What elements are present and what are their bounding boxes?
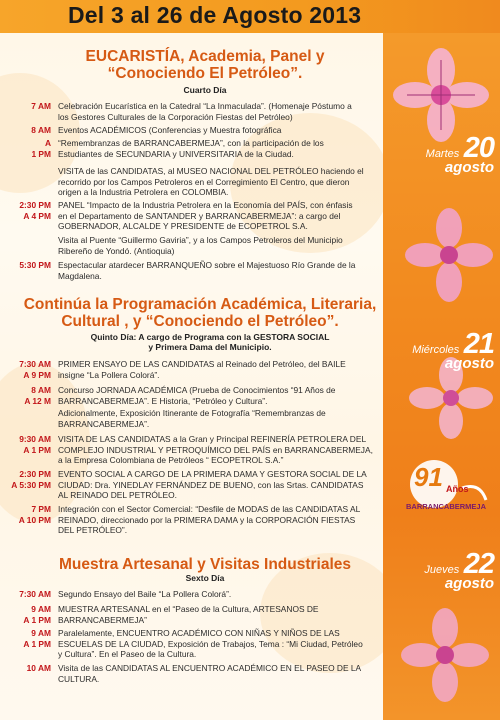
row-text: PANEL “Impacto de la Industria Petrolera en la Economía del PAÍS, con énfasis en el Departamento de SANTANDER y BARRANCABERMEJA”: a cargo del GOBERNADOR, ALCALDE Y PRESIDENTE de ECOPETROL S.A.	[58, 200, 353, 231]
row-time: 9 AM A 1 PM	[23, 628, 51, 649]
section-2-title-line2: Cultural , y “Conociendo el Petróleo”.	[61, 313, 339, 330]
section-1-title-line2: “Conociendo El Petróleo”.	[107, 65, 303, 82]
row-text: MUESTRA ARTESANAL en el “Paseo de la Cultura, ARTESANOS DE BARRANCABERMEJA”	[58, 604, 319, 625]
row-text: Integración con el Sector Comercial: “Desfile de MODAS de las CANDIDATAS AL REINADO, direccionado por la PRIMERA DAMA y la CORPORACIÓN FIESTAS DEL PETRÓLEO”.	[58, 504, 361, 535]
row-time: 10 AM	[26, 663, 51, 673]
row-text: Visita al Puente “Guillermo Gaviria”, y a los Campos Petroleros del Municipio Ribereño de Yondó. (Antioquia)	[58, 235, 343, 256]
row-text: Segundo Ensayo del Baile “La Pollera Colorá”.	[58, 589, 232, 599]
row-time: 8 AM A 12 M	[24, 385, 51, 406]
date-label-22	[424, 548, 494, 592]
section-1-subtitle: Cuarto Día	[183, 85, 227, 95]
weekday-label: Jueves	[424, 564, 460, 576]
header-bar	[0, 0, 500, 33]
logo-years: Años	[446, 484, 469, 494]
row-text: “Remembranzas de BARRANCABERMEJA”, con la participación de los Estudiantes de SECUNDARIA y UNIVERSITARIA de la Ciudad.	[58, 138, 324, 159]
section-2-title	[20, 296, 380, 330]
row-time: 7:30 AM A 9 PM	[19, 359, 51, 380]
row-time: 2:30 PM A 4 PM	[19, 200, 51, 221]
section-1-title	[40, 48, 370, 82]
row-time: 7:30 AM	[19, 589, 51, 599]
weekday-label: Martes	[425, 148, 460, 160]
anniversary-logo	[400, 458, 492, 516]
row-text: VISITA de las CANDIDATAS, al MUSEO NACIONAL DEL PETRÓLEO haciendo el recorrido por los Campos Petroleros en el Corregimiento El Centro, que dieron origen a la Industria Petrolera en COLOMBIA.	[58, 166, 364, 197]
row-text: Espectacular atardecer BARRANQUEÑO sobre el Majestuoso Río Grande de la Magdalena.	[58, 260, 356, 281]
row-text: EVENTO SOCIAL A CARGO DE LA PRIMERA DAMA Y GESTORA SOCIAL DE LA CIUDAD: Dra. YINEDLAY FERNÁNDEZ DE BUENO, con las Srtas. CANDIDATAS AL REINADO DEL PETRÓLEO.	[58, 469, 367, 500]
section-2-title-line1: Continúa la Programación Académica, Literaria,	[23, 296, 377, 313]
day-number: 21	[463, 328, 494, 360]
day-number: 22	[463, 548, 494, 580]
date-label-20	[426, 132, 494, 176]
row-time: 9 AM A 1 PM	[23, 604, 51, 625]
row-time: 7 PM A 10 PM	[18, 504, 51, 525]
day-number: 20	[463, 132, 494, 164]
row-time: 8 AM	[31, 125, 51, 135]
section-3-title	[30, 556, 380, 573]
logo-city: BARRANCABERMEJA	[405, 502, 486, 511]
flower-decoration-icon	[400, 200, 498, 310]
section-2-subtitle: Quinto Día: A cargo de Programa con la GESTORA SOCIAL y Primera Dama del Municipio.	[90, 332, 330, 352]
row-time: 9:30 AM A 1 PM	[19, 434, 51, 455]
date-label-21	[412, 328, 494, 372]
page-title: Del 3 al 26 de Agosto 2013	[68, 2, 362, 28]
row-time: A 1 PM	[31, 138, 51, 159]
row-text: PRIMER ENSAYO DE LAS CANDIDATAS al Reinado del Petróleo, del BAILE insigne “La Pollera Colorá”.	[58, 359, 346, 380]
flower-decoration-icon	[395, 600, 495, 710]
section-3-title-line1: Muestra Artesanal y Visitas Industriales	[58, 556, 352, 573]
month-label: agosto	[444, 159, 494, 176]
row-text: Visita de las CANDIDATAS AL ENCUENTRO ACADÉMICO EN EL PASEO DE LA CULTURA.	[58, 663, 362, 684]
row-text: Paralelamente, ENCUENTRO ACADÉMICO CON NIÑAS Y NIÑOS DE LAS ESCUELAS DE LA CIUDAD, Exposición de Trabajos, Tema : “Mi Ciudad, Petróleo y Cultura”. En el Paseo de la Cultura.	[58, 628, 363, 659]
row-text: Eventos ACADÉMICOS (Conferencias y Muestra fotográfica	[58, 125, 282, 135]
month-label: agosto	[444, 575, 494, 592]
row-text: Concurso JORNADA ACADÉMICA (Prueba de Conocimientos “91 Años de BARRANCABERMEJA”. E Historia, “Petróleo y Cultura”.	[58, 385, 336, 406]
section-1-title-line1: EUCARISTÍA, Academia, Panel y	[85, 48, 325, 65]
weekday-label: Miércoles	[412, 344, 460, 356]
row-text: Adicionalmente, Exposición Itinerante de Fotografía “Remembranzas de BARRANCABERMEJA”.	[58, 408, 326, 429]
section-3-subtitle: Sexto Día	[185, 573, 225, 583]
row-text: Celebración Eucarística en la Catedral “La Inmaculada”. (Homenaje Póstumo a los Gestores Culturales de la Corporación Fiestas del Petróleo)	[58, 101, 352, 122]
row-time: 2:30 PM A 5:30 PM	[11, 469, 51, 490]
logo-number: 91	[414, 462, 443, 492]
row-time: 5:30 PM	[19, 260, 51, 270]
row-text: VISITA DE LAS CANDIDATAS a la Gran y Principal REFINERÍA PETROLERA DEL COMPLEJO INDUSTRIAL Y PETROQUÍMICO DEL PAÍS en BARRANCABERMEJA, a la Empresa Colombiana de Petróleos “ ECOPETROL S.A.”	[58, 434, 373, 465]
month-label: agosto	[444, 355, 494, 372]
row-time: 7 AM	[31, 101, 51, 111]
